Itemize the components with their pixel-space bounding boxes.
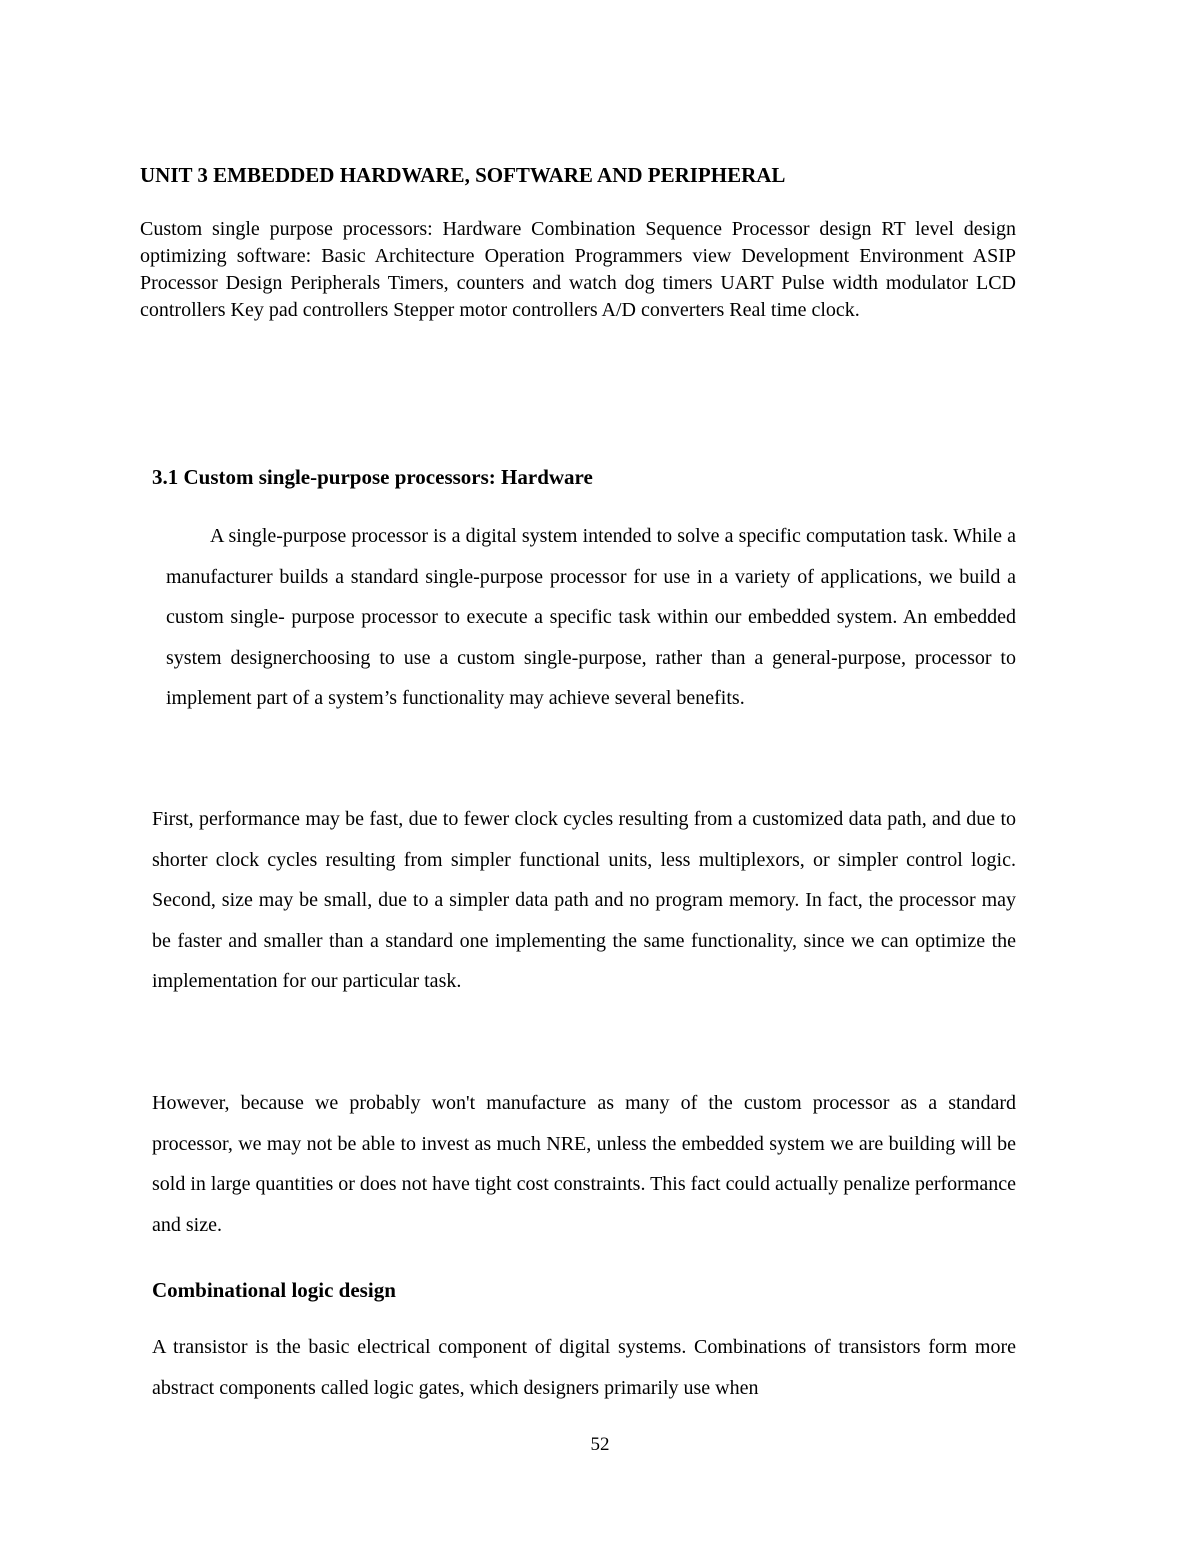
paragraph-performance: First, performance may be fast, due to fewer clock cycles resulting from a customized data path, and due to shorter clock cycles resulting from simpler functional units, less multiplexors, or simpler control logic. Second, size may be small, due to a simpler data path and no program memory. In fact, the processor may be faster and smaller than a standard one implementing the same functionality, since we can optimize the implementation for our particular task. bbox=[152, 808, 1016, 992]
paragraph-nre: However, because we probably won't manufacture as many of the custom processor as a standard processor, we may not be able to invest as much NRE, unless the embedded system we are building will be sold in large quantities or does not have tight cost constraints. This fact could actually penalize performance and size. bbox=[152, 1092, 1017, 1236]
syllabus-paragraph: Custom single purpose processors: Hardware Combination Sequence Processor design RT level design optimizing software: Basic Architecture Operation Programmers view Development Environment ASIP Processor Design Peripherals Timers, counters and watch dog timers UART Pulse width modulator LCD controllers Key pad controllers Stepper motor controllers A/D converters Real time clock. bbox=[140, 218, 1016, 321]
page-number: 52 bbox=[590, 1434, 610, 1455]
paragraph-transistor: A transistor is the basic electrical component of digital systems. Combinations of transistors form more abstract components called logic gates, which designers primarily use when bbox=[152, 1336, 1016, 1399]
section-heading: 3.1 Custom single-purpose processors: Hardware bbox=[152, 465, 593, 489]
unit-title: UNIT 3 EMBEDDED HARDWARE, SOFTWARE AND PERIPHERAL bbox=[140, 163, 786, 187]
paragraph-single-purpose-intro: A single-purpose processor is a digital system intended to solve a specific computation task. While a manufacturer builds a standard single-purpose processor for use in a variety of applications, we build a custom single- purpose processor to execute a specific task within our embedded system. An embedded system designerchoosing to use a custom single-purpose, rather than a general-purpose, processor to implement part of a system’s functionality may achieve several benefits. bbox=[166, 525, 1016, 709]
sub-heading-combinational: Combinational logic design bbox=[152, 1278, 396, 1302]
